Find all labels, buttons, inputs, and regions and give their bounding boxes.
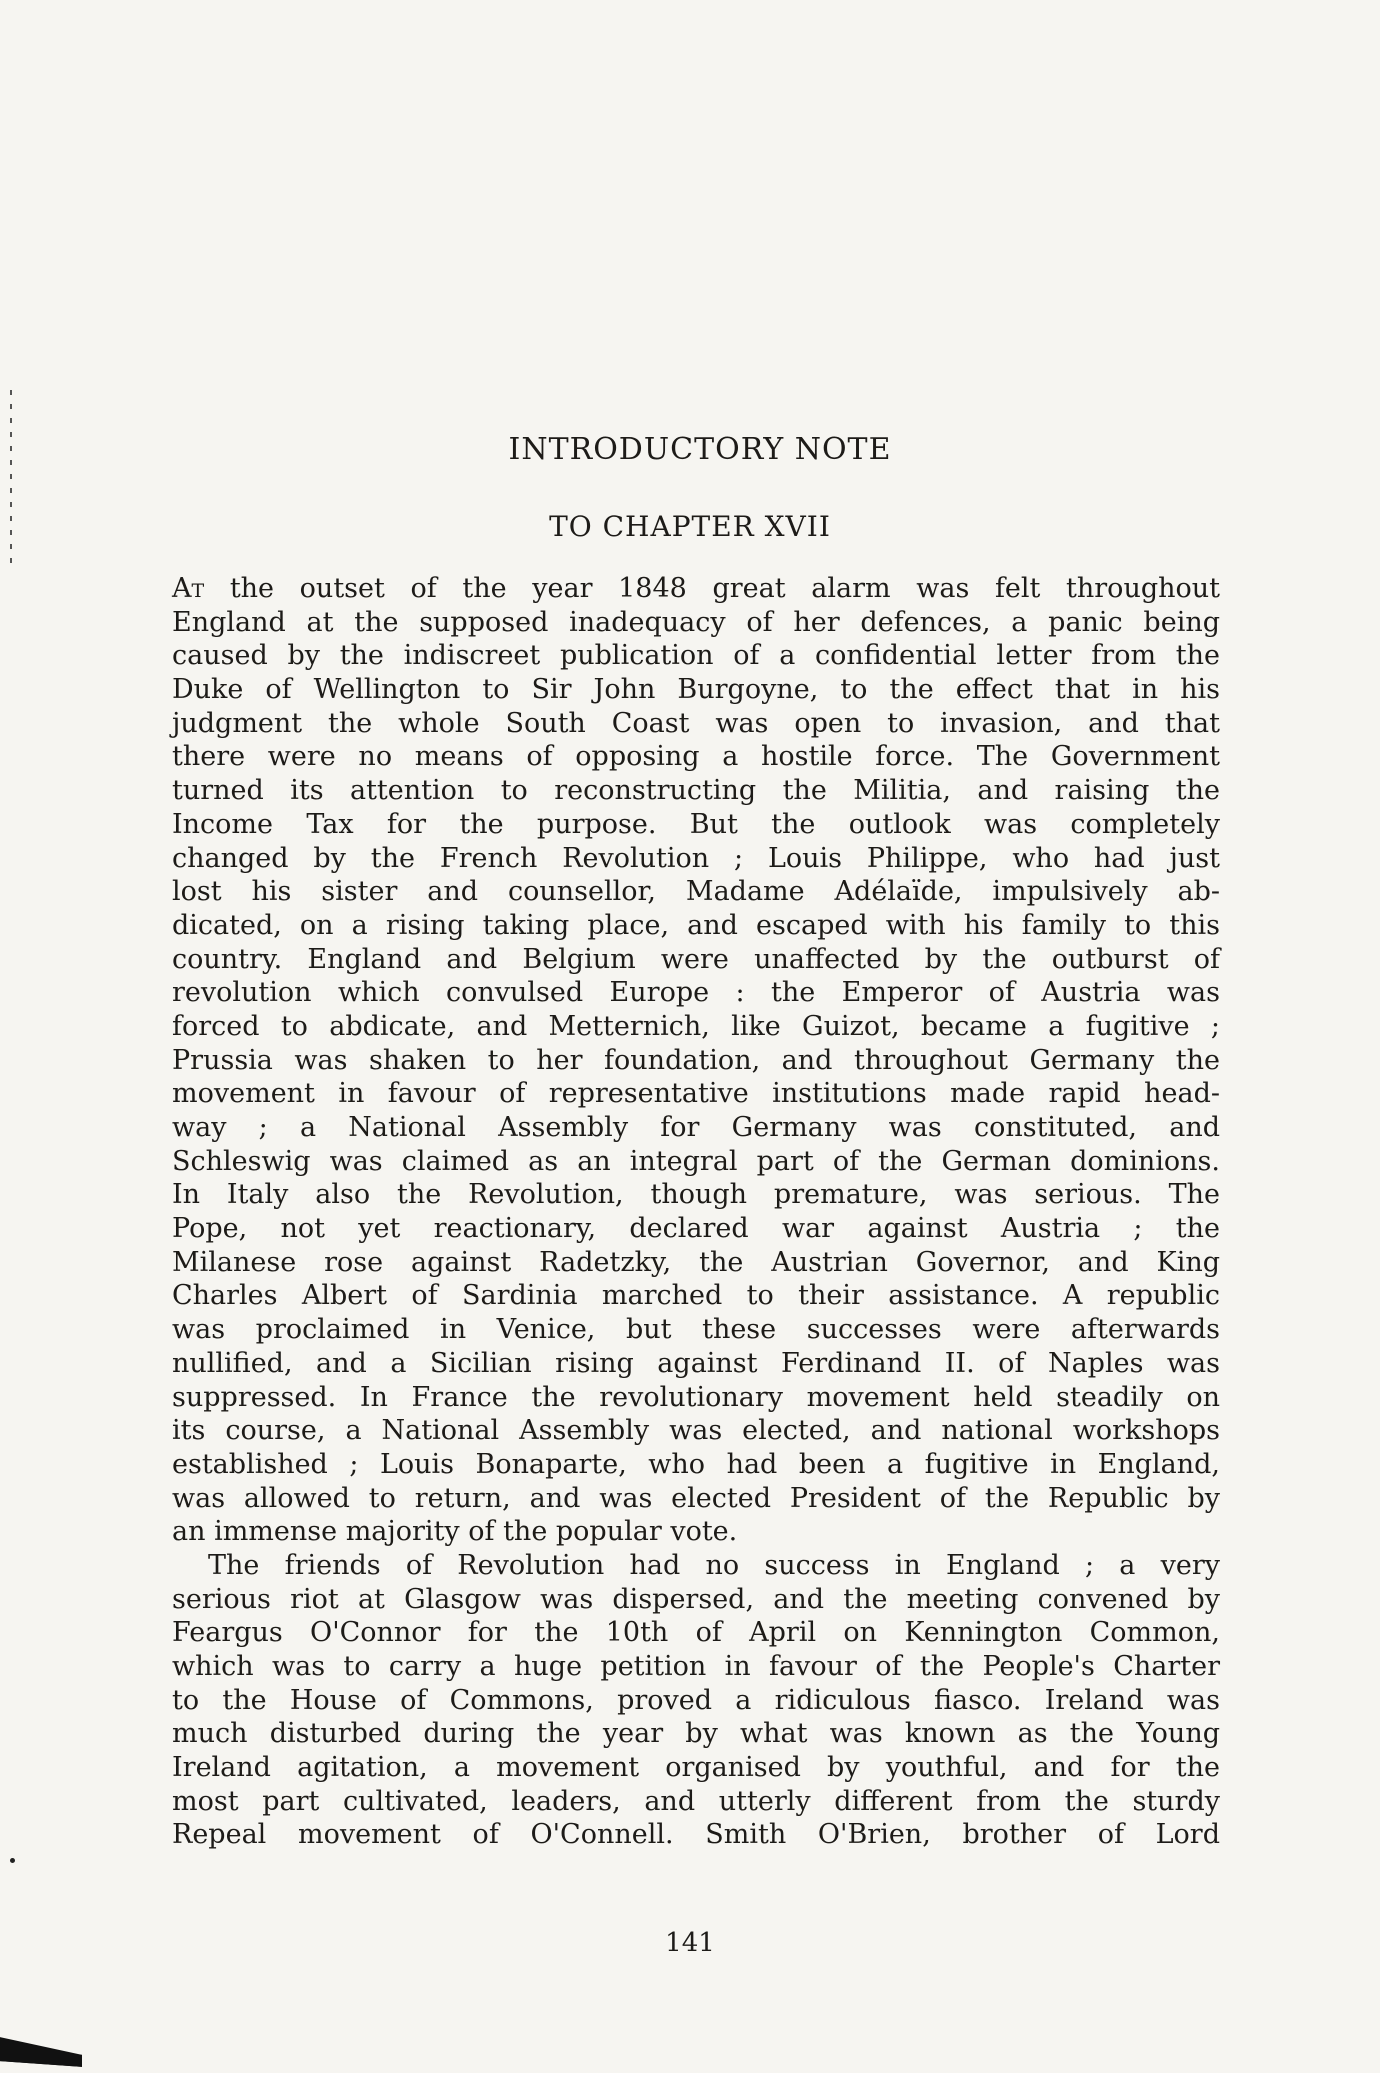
text-line: way ; a National Assembly for Germany was constituted, and <box>172 1112 1220 1143</box>
text-line: lost his sister and counsellor, Madame Adélaïde, impulsively ab- <box>172 876 1220 908</box>
text-line: judgment the whole South Coast was open to invasion, and that <box>172 707 1220 739</box>
text-line-paragraph-end: an immense majority of the popular vote. <box>172 1516 738 1548</box>
text-line: Feargus O'Connor for the 10th of April on Kennington Common, <box>172 1617 1220 1649</box>
page-subtitle: TO CHAPTER XVII <box>549 510 831 543</box>
text-line: dicated, on a rising taking place, and escaped with his family to this <box>172 909 1220 941</box>
text-line: most part cultivated, leaders, and utterly different from the sturdy <box>172 1785 1220 1817</box>
text-line: was allowed to return, and was elected President of the Republic by <box>172 1482 1220 1514</box>
page-title: INTRODUCTORY NOTE <box>508 432 892 467</box>
margin-rule <box>10 390 12 570</box>
text-line: forced to abdicate, and Metternich, like Guizot, became a fugitive ; <box>172 1010 1220 1042</box>
text-line: Pope, not yet reactionary, declared war against Austria ; the <box>172 1213 1220 1245</box>
text-line: Prussia was shaken to her foundation, and throughout Germany the <box>172 1044 1220 1076</box>
text-line: to the House of Commons, proved a ridiculous fiasco. Ireland was <box>172 1684 1220 1716</box>
text-line: country. England and Belgium were unaffected by the outburst of <box>172 943 1220 975</box>
first-line-rest: the outset of the year 1848 great alarm was felt throughout <box>204 573 1220 604</box>
text-line: Milanese rose against Radetzky, the Austrian Governor, and King <box>172 1246 1220 1278</box>
margin-dot <box>10 1858 15 1863</box>
text-line: which was to carry a huge petition in favour of the People's Charter <box>172 1651 1220 1682</box>
text-line: Ireland agitation, a movement organised by youthful, and for the <box>172 1752 1220 1784</box>
text-line: Repeal movement of O'Connell. Smith O'Brien, brother of Lord <box>172 1819 1220 1851</box>
text-line: serious riot at Glasgow was dispersed, and the meeting convened by <box>172 1583 1220 1615</box>
text-line: caused by the indiscreet publication of a confidential letter from the <box>172 640 1220 672</box>
text-line: established ; Louis Bonaparte, who had been a fugitive in England, <box>172 1448 1220 1480</box>
text-line: nullified, and a Sicilian rising against Ferdinand II. of Naples was <box>172 1347 1220 1379</box>
opening-word: At <box>172 573 205 604</box>
text-line-first <box>172 572 1220 606</box>
text-line: turned its attention to reconstructing the Militia, and raising the <box>172 775 1220 807</box>
text-line: Income Tax for the purpose. But the outlook was completely <box>172 808 1220 840</box>
text-line: In Italy also the Revolution, though premature, was serious. The <box>172 1179 1220 1211</box>
text-line-paragraph-start: The friends of Revolution had no success in England ; a very <box>208 1549 1220 1581</box>
corner-mark <box>0 2037 82 2067</box>
text-line: its course, a National Assembly was elected, and national workshops <box>172 1415 1220 1447</box>
text-line: much disturbed during the year by what was known as the Young <box>172 1718 1220 1750</box>
text-line: suppressed. In France the revolutionary movement held steadily on <box>172 1381 1220 1413</box>
text-line: changed by the French Revolution ; Louis Philippe, who had just <box>172 842 1220 874</box>
text-line: revolution which convulsed Europe : the Emperor of Austria was <box>172 977 1220 1009</box>
text-line: movement in favour of representative institutions made rapid head- <box>172 1078 1220 1110</box>
text-line: England at the supposed inadequacy of her defences, a panic being <box>172 606 1220 638</box>
text-line: there were no means of opposing a hostile force. The Government <box>172 741 1220 773</box>
text-line: was proclaimed in Venice, but these successes were afterwards <box>172 1314 1220 1346</box>
text-line: Duke of Wellington to Sir John Burgoyne, to the effect that in his <box>172 674 1220 706</box>
page-number: 141 <box>665 1928 715 1958</box>
text-line: Schleswig was claimed as an integral part of the German dominions. <box>172 1145 1220 1177</box>
text-line: Charles Albert of Sardinia marched to their assistance. A republic <box>172 1280 1220 1312</box>
body-text <box>172 572 1220 1852</box>
